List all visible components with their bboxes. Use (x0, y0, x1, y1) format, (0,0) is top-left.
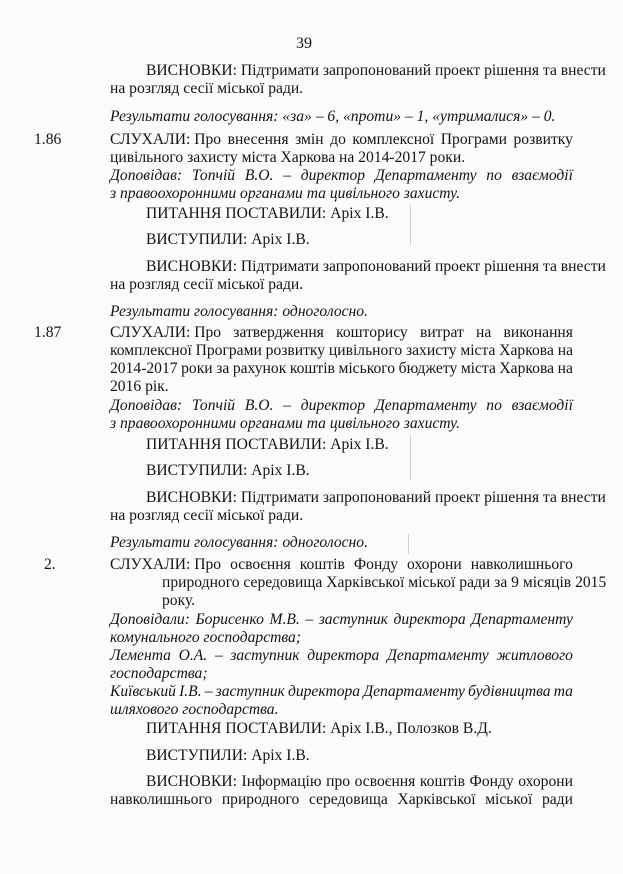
conclusion-line: ВИСНОВКИ: Підтримати запропонований проект рішення та внести (146, 489, 606, 506)
word: коштів (419, 773, 465, 790)
word: – (204, 683, 213, 700)
word: цивільного (328, 342, 403, 359)
word: міського (338, 360, 396, 377)
word: заступник (230, 647, 300, 664)
conclusion-line: ВИСНОВКИ: Підтримати запропонований проект рішення та внести (146, 258, 606, 275)
vote-result: Результати голосування: «за» – 6, «проти» – 1, «утрималися» – 0. (110, 108, 556, 125)
word: розвитку (513, 131, 573, 148)
word: природного (221, 791, 300, 808)
heard-line (110, 342, 573, 360)
word: директора (393, 611, 466, 628)
word: та (553, 683, 573, 700)
word: заступник (215, 683, 285, 700)
word: Департаменту (471, 611, 573, 628)
word: Департаменту (363, 683, 465, 700)
word: директора (287, 683, 361, 700)
word: кошторису (336, 324, 408, 341)
word: взаємодії (511, 397, 573, 414)
vote-result: Результати голосування: одноголосно. (110, 303, 368, 320)
word: комплексної (352, 131, 435, 148)
speaker-line (110, 167, 573, 185)
word: СЛУХАЛИ: Про (110, 324, 222, 341)
item-number: 2. (44, 556, 56, 573)
heard-line (110, 556, 573, 574)
word: – (283, 167, 291, 184)
word: навколишнього (110, 791, 213, 808)
asked-line: ПИТАННЯ ПОСТАВИЛИ: Аріх І.В. (146, 205, 389, 222)
word: на (557, 360, 573, 377)
word: ВИСНОВКИ: (146, 773, 237, 790)
word: – (214, 647, 223, 664)
word: житлового (496, 647, 573, 664)
word: директор (300, 167, 366, 184)
word: Доповідав: (110, 167, 183, 184)
vote-result: Результати голосування: одноголосно. (110, 534, 368, 551)
scan-artifact (408, 534, 409, 554)
word: – (283, 397, 291, 414)
word: Інформацію (241, 773, 322, 790)
word: будівництва (468, 683, 551, 700)
word: директор (300, 397, 366, 414)
word: директора (307, 647, 380, 664)
word: В.О. (244, 397, 274, 414)
heard-line: року. (162, 592, 196, 609)
asked-line: ПИТАННЯ ПОСТАВИЛИ: Аріх І.В. (146, 436, 389, 453)
word: за (216, 360, 230, 377)
word: О.А. (178, 647, 208, 664)
word: рахунок (232, 360, 287, 377)
word: на (476, 324, 492, 341)
heard-line: 2016 рік. (110, 378, 169, 395)
asked-line: ПИТАННЯ ПОСТАВИЛИ: Аріх І.В., Полозков В.Д. (146, 720, 492, 737)
word: – (305, 611, 314, 628)
word: Борисенко (195, 611, 264, 628)
word: Харкова (499, 342, 554, 359)
speaker-line: з правоохоронними органами та цивільного захисту. (110, 185, 460, 202)
word: охорони (518, 773, 573, 790)
word: освоєння (354, 773, 416, 790)
spoke-line: ВИСТУПИЛИ: Аріх І.В. (146, 462, 310, 479)
word: Лемента (110, 647, 171, 664)
conclusion-line: ВИСНОВКИ: Підтримати запропонований проект рішення та внести (146, 62, 606, 79)
spoke-line: ВИСТУПИЛИ: Аріх І.В. (146, 747, 310, 764)
word: міської (485, 791, 533, 808)
word: Фонду (353, 556, 399, 573)
speaker-line: господарства; (110, 665, 208, 682)
word: про (326, 773, 351, 790)
word: В.О. (244, 167, 274, 184)
word: охорони (407, 556, 462, 573)
word: освоєння (230, 556, 291, 573)
word: СЛУХАЛИ: Про (110, 131, 222, 148)
conclusion-line (146, 773, 573, 791)
word: розвитку (265, 342, 326, 359)
word: Департаменту (387, 647, 489, 664)
heard-line: цивільного захисту міста Харкова на 2014-2017 роки. (110, 149, 466, 166)
word: взаємодії (511, 167, 573, 184)
word: Доповідали: (110, 611, 190, 628)
word: коштів (289, 360, 335, 377)
heard-line (110, 360, 573, 378)
word: Фонду (469, 773, 514, 790)
word: ради (541, 791, 573, 808)
word: М.В. (269, 611, 300, 628)
word: міста (460, 342, 496, 359)
word: Топчій (191, 397, 236, 414)
word: внесення (227, 131, 289, 148)
word: Київський (110, 683, 176, 700)
speaker-line: з правоохоронними органами та цивільного захисту. (110, 415, 460, 432)
word: Топчій (191, 167, 236, 184)
word: на (557, 342, 573, 359)
word: по (486, 167, 502, 184)
heard-line (110, 324, 573, 342)
word: середовища (308, 791, 388, 808)
word: Департаменту (374, 397, 477, 414)
word: Департаменту (374, 167, 477, 184)
word: роки (181, 360, 213, 377)
scan-artifact (410, 435, 411, 480)
conclusion-line: на розгляд сесії міської ради. (110, 507, 304, 524)
word: комплексної (110, 342, 192, 359)
word: 2014-2017 (110, 360, 178, 377)
speaker-line (110, 647, 573, 665)
word: Доповідав: (110, 397, 183, 414)
word: Харківської (397, 791, 476, 808)
word: бюджету (398, 360, 458, 377)
speaker-line: комунального господарства; (110, 629, 302, 646)
speaker-line (110, 683, 573, 701)
word: захисту (405, 342, 457, 359)
spoke-line: ВИСТУПИЛИ: Аріх І.В. (146, 231, 310, 248)
word: Харкова (499, 360, 555, 377)
page-number: 39 (296, 35, 312, 52)
word: змін (295, 131, 324, 148)
word: І.В. (179, 683, 202, 700)
item-number: 1.87 (34, 324, 62, 341)
scan-artifact (410, 205, 411, 245)
speaker-line (110, 611, 573, 629)
speaker-line (110, 397, 573, 415)
item-number: 1.86 (34, 131, 62, 148)
word: Програми (440, 131, 507, 148)
heard-line (110, 131, 573, 149)
word: по (486, 397, 502, 414)
word: коштів (299, 556, 345, 573)
word: затвердження (233, 324, 324, 341)
conclusion-line: на розгляд сесії міської ради. (110, 80, 304, 97)
conclusion-line: на розгляд сесії міської ради. (110, 276, 304, 293)
word: до (330, 131, 346, 148)
word: навколишнього (470, 556, 573, 573)
word: міста (460, 360, 496, 377)
heard-line: природного середовища Харківської міської ради за 9 місяців 2015 (162, 574, 607, 591)
word: заступник (318, 611, 388, 628)
speaker-line: шляхового господарства. (110, 701, 279, 718)
word: СЛУХАЛИ: Про (110, 556, 222, 573)
word: витрат (419, 324, 464, 341)
conclusion-line (110, 791, 573, 809)
word: Програми (195, 342, 262, 359)
word: виконання (503, 324, 573, 341)
